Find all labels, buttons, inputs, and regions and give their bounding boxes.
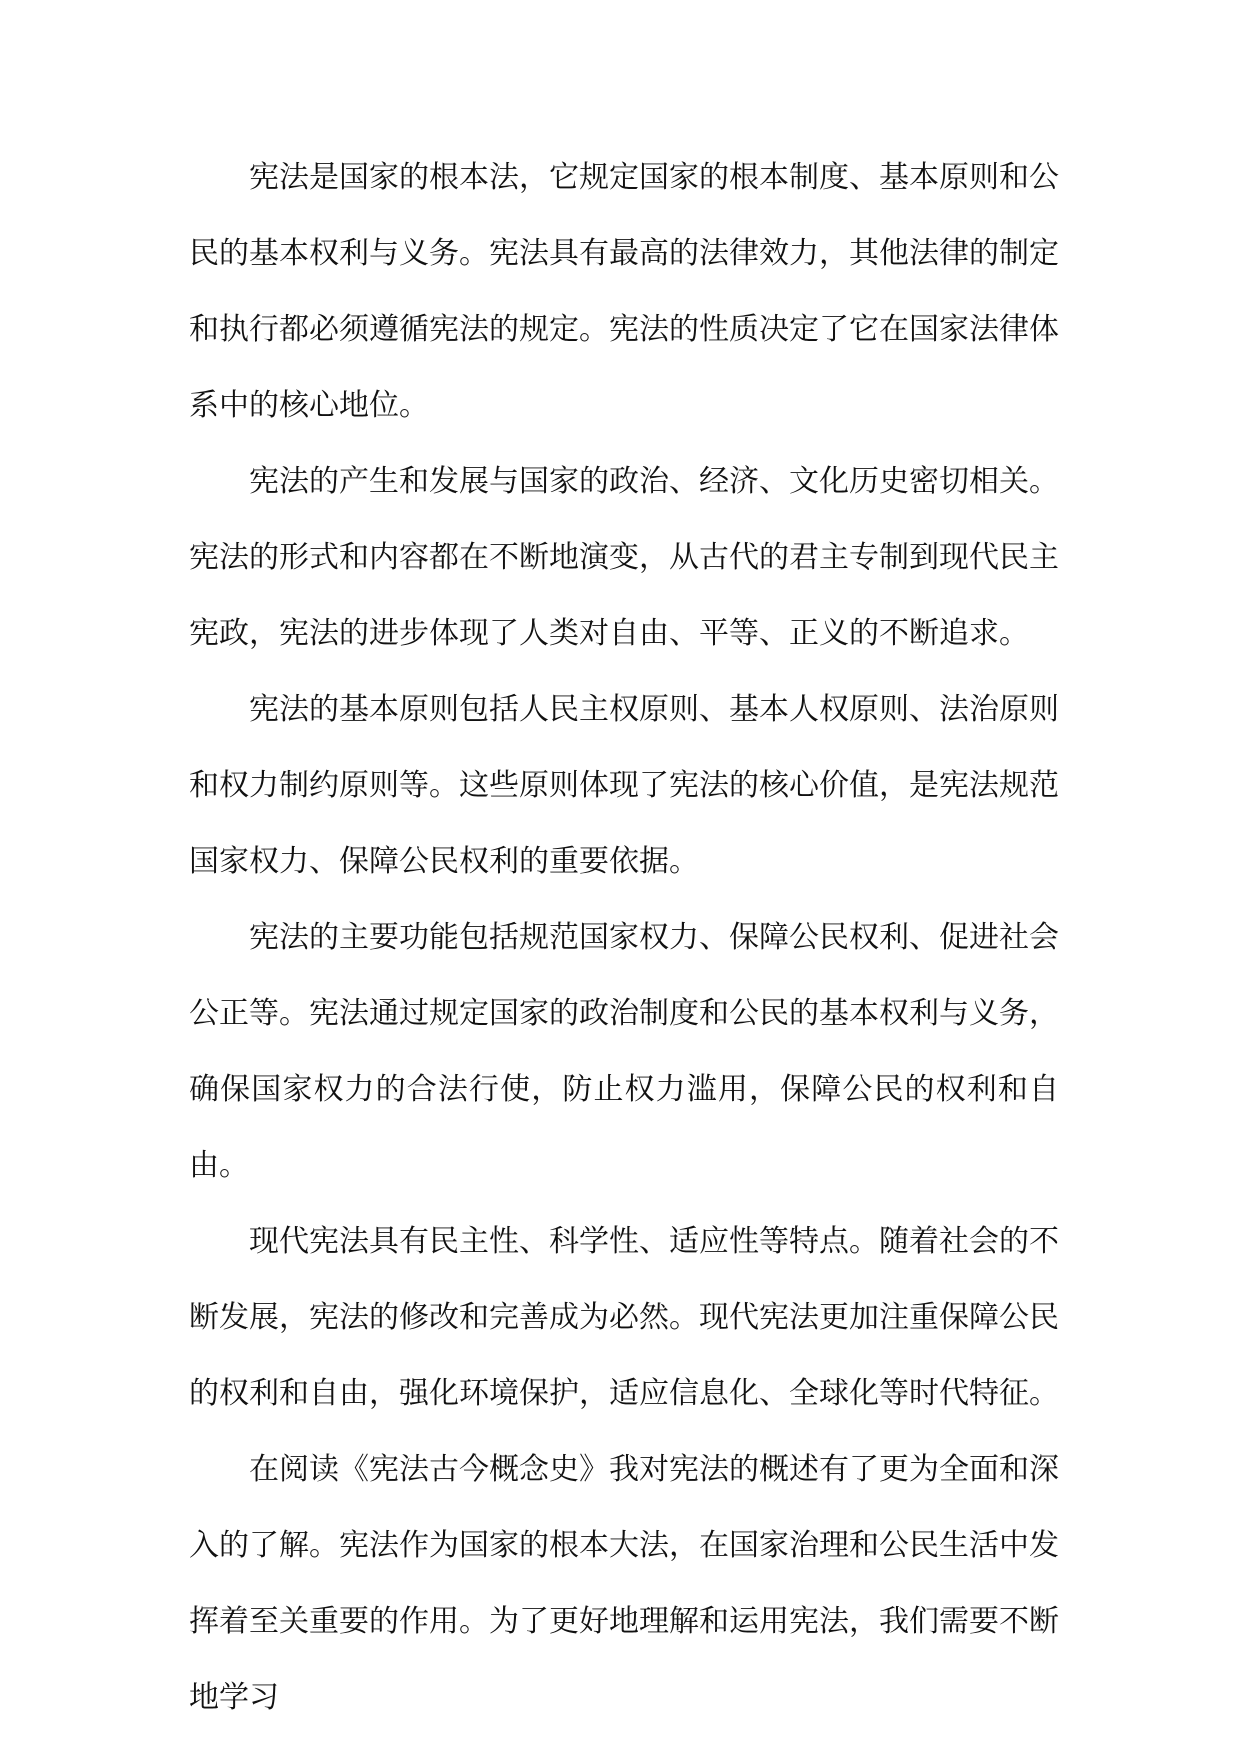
paragraph-1: 宪法是国家的根本法，它规定国家的根本制度、基本原则和公民的基本权利与义务。宪法具有最高的法律效力，其他法律的制定和执行都必须遵循宪法的规定。宪法的性质决定了它在国家法律体系中的核心地位。 [189,160,1059,423]
paragraph-5: 现代宪法具有民主性、科学性、适应性等特点。随着社会的不断发展，宪法的修改和完善成为必然。现代宪法更加注重保障公民的权利和自由，强化环境保护，适应信息化、全球化等时代特征。 [189,1224,1059,1411]
paragraph-6: 在阅读《宪法古今概念史》我对宪法的概述有了更为全面和深入的了解。宪法作为国家的根本大法，在国家治理和公民生活中发挥着至关重要的作用。为了更好地理解和运用宪法，我们需要不断地学习 [189,1452,1059,1715]
paragraph-2: 宪法的产生和发展与国家的政治、经济、文化历史密切相关。宪法的形式和内容都在不断地演变，从古代的君主专制到现代民主宪政，宪法的进步体现了人类对自由、平等、正义的不断追求。 [189,464,1059,651]
paragraph-3: 宪法的基本原则包括人民主权原则、基本人权原则、法治原则和权力制约原则等。这些原则体现了宪法的核心价值，是宪法规范国家权力、保障公民权利的重要依据。 [189,692,1059,879]
document-body [189,140,1059,1736]
paragraph-4: 宪法的主要功能包括规范国家权力、保障公民权利、促进社会公正等。宪法通过规定国家的政治制度和公民的基本权利与义务，确保国家权力的合法行使，防止权力滥用，保障公民的权利和自由。 [189,920,1059,1183]
